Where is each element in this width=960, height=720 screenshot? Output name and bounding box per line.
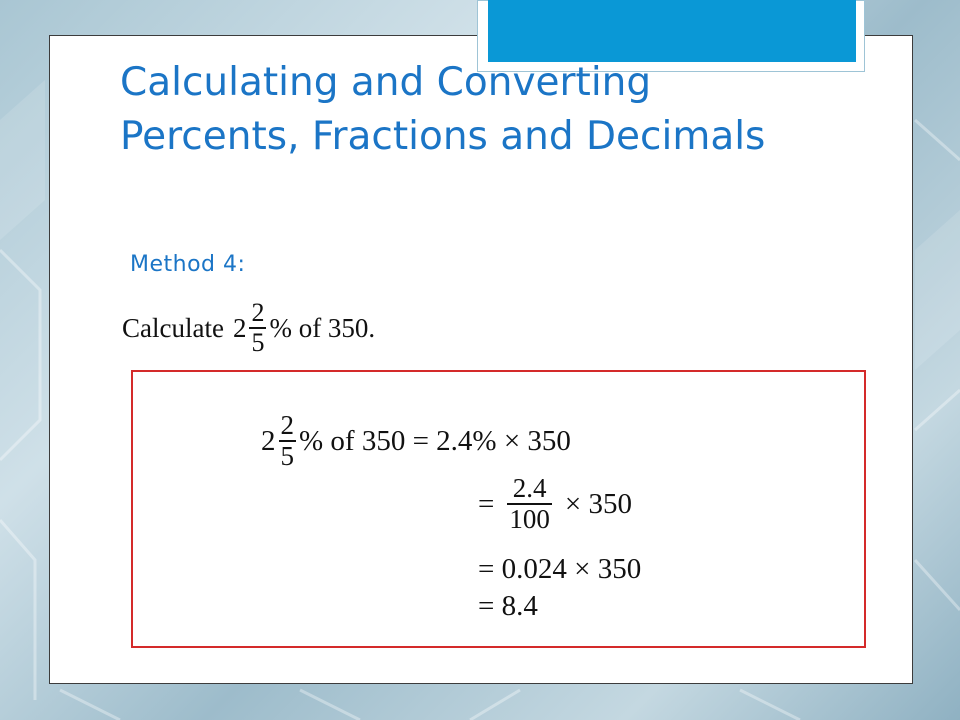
problem-statement xyxy=(122,300,375,356)
problem-denominator: 5 xyxy=(251,328,265,357)
problem-suffix: % of 350. xyxy=(269,312,376,343)
solution-denominator: 5 xyxy=(280,441,294,471)
solution-line-2-equals: = xyxy=(478,487,495,520)
problem-numerator: 2 xyxy=(251,298,265,327)
solution-line-2-fraction xyxy=(507,475,552,533)
solution-fraction xyxy=(279,412,297,470)
solution-line-3: = 0.024 × 350 xyxy=(478,553,642,585)
solution-line-1-rest: % of 350 = 2.4% × 350 xyxy=(299,424,571,457)
solution-line-2-numerator: 2.4 xyxy=(512,473,547,503)
solution-line-2 xyxy=(478,475,632,533)
solution-line-2-denominator: 100 xyxy=(509,504,550,534)
solution-whole-number: 2 xyxy=(261,424,276,457)
problem-whole-number: 2 xyxy=(232,312,247,343)
title-accent-bar xyxy=(488,0,856,62)
slide-title: Calculating and Converting Percents, Fractions and Decimals xyxy=(120,60,766,159)
solution-line-2-rest: × 350 xyxy=(564,487,632,520)
solution-box xyxy=(131,370,866,648)
method-label: Method 4: xyxy=(130,252,246,277)
solution-line-1 xyxy=(261,412,571,470)
problem-prefix: Calculate xyxy=(122,312,224,343)
problem-fraction xyxy=(249,300,266,356)
solution-line-4: = 8.4 xyxy=(478,590,538,622)
solution-numerator: 2 xyxy=(280,410,294,440)
